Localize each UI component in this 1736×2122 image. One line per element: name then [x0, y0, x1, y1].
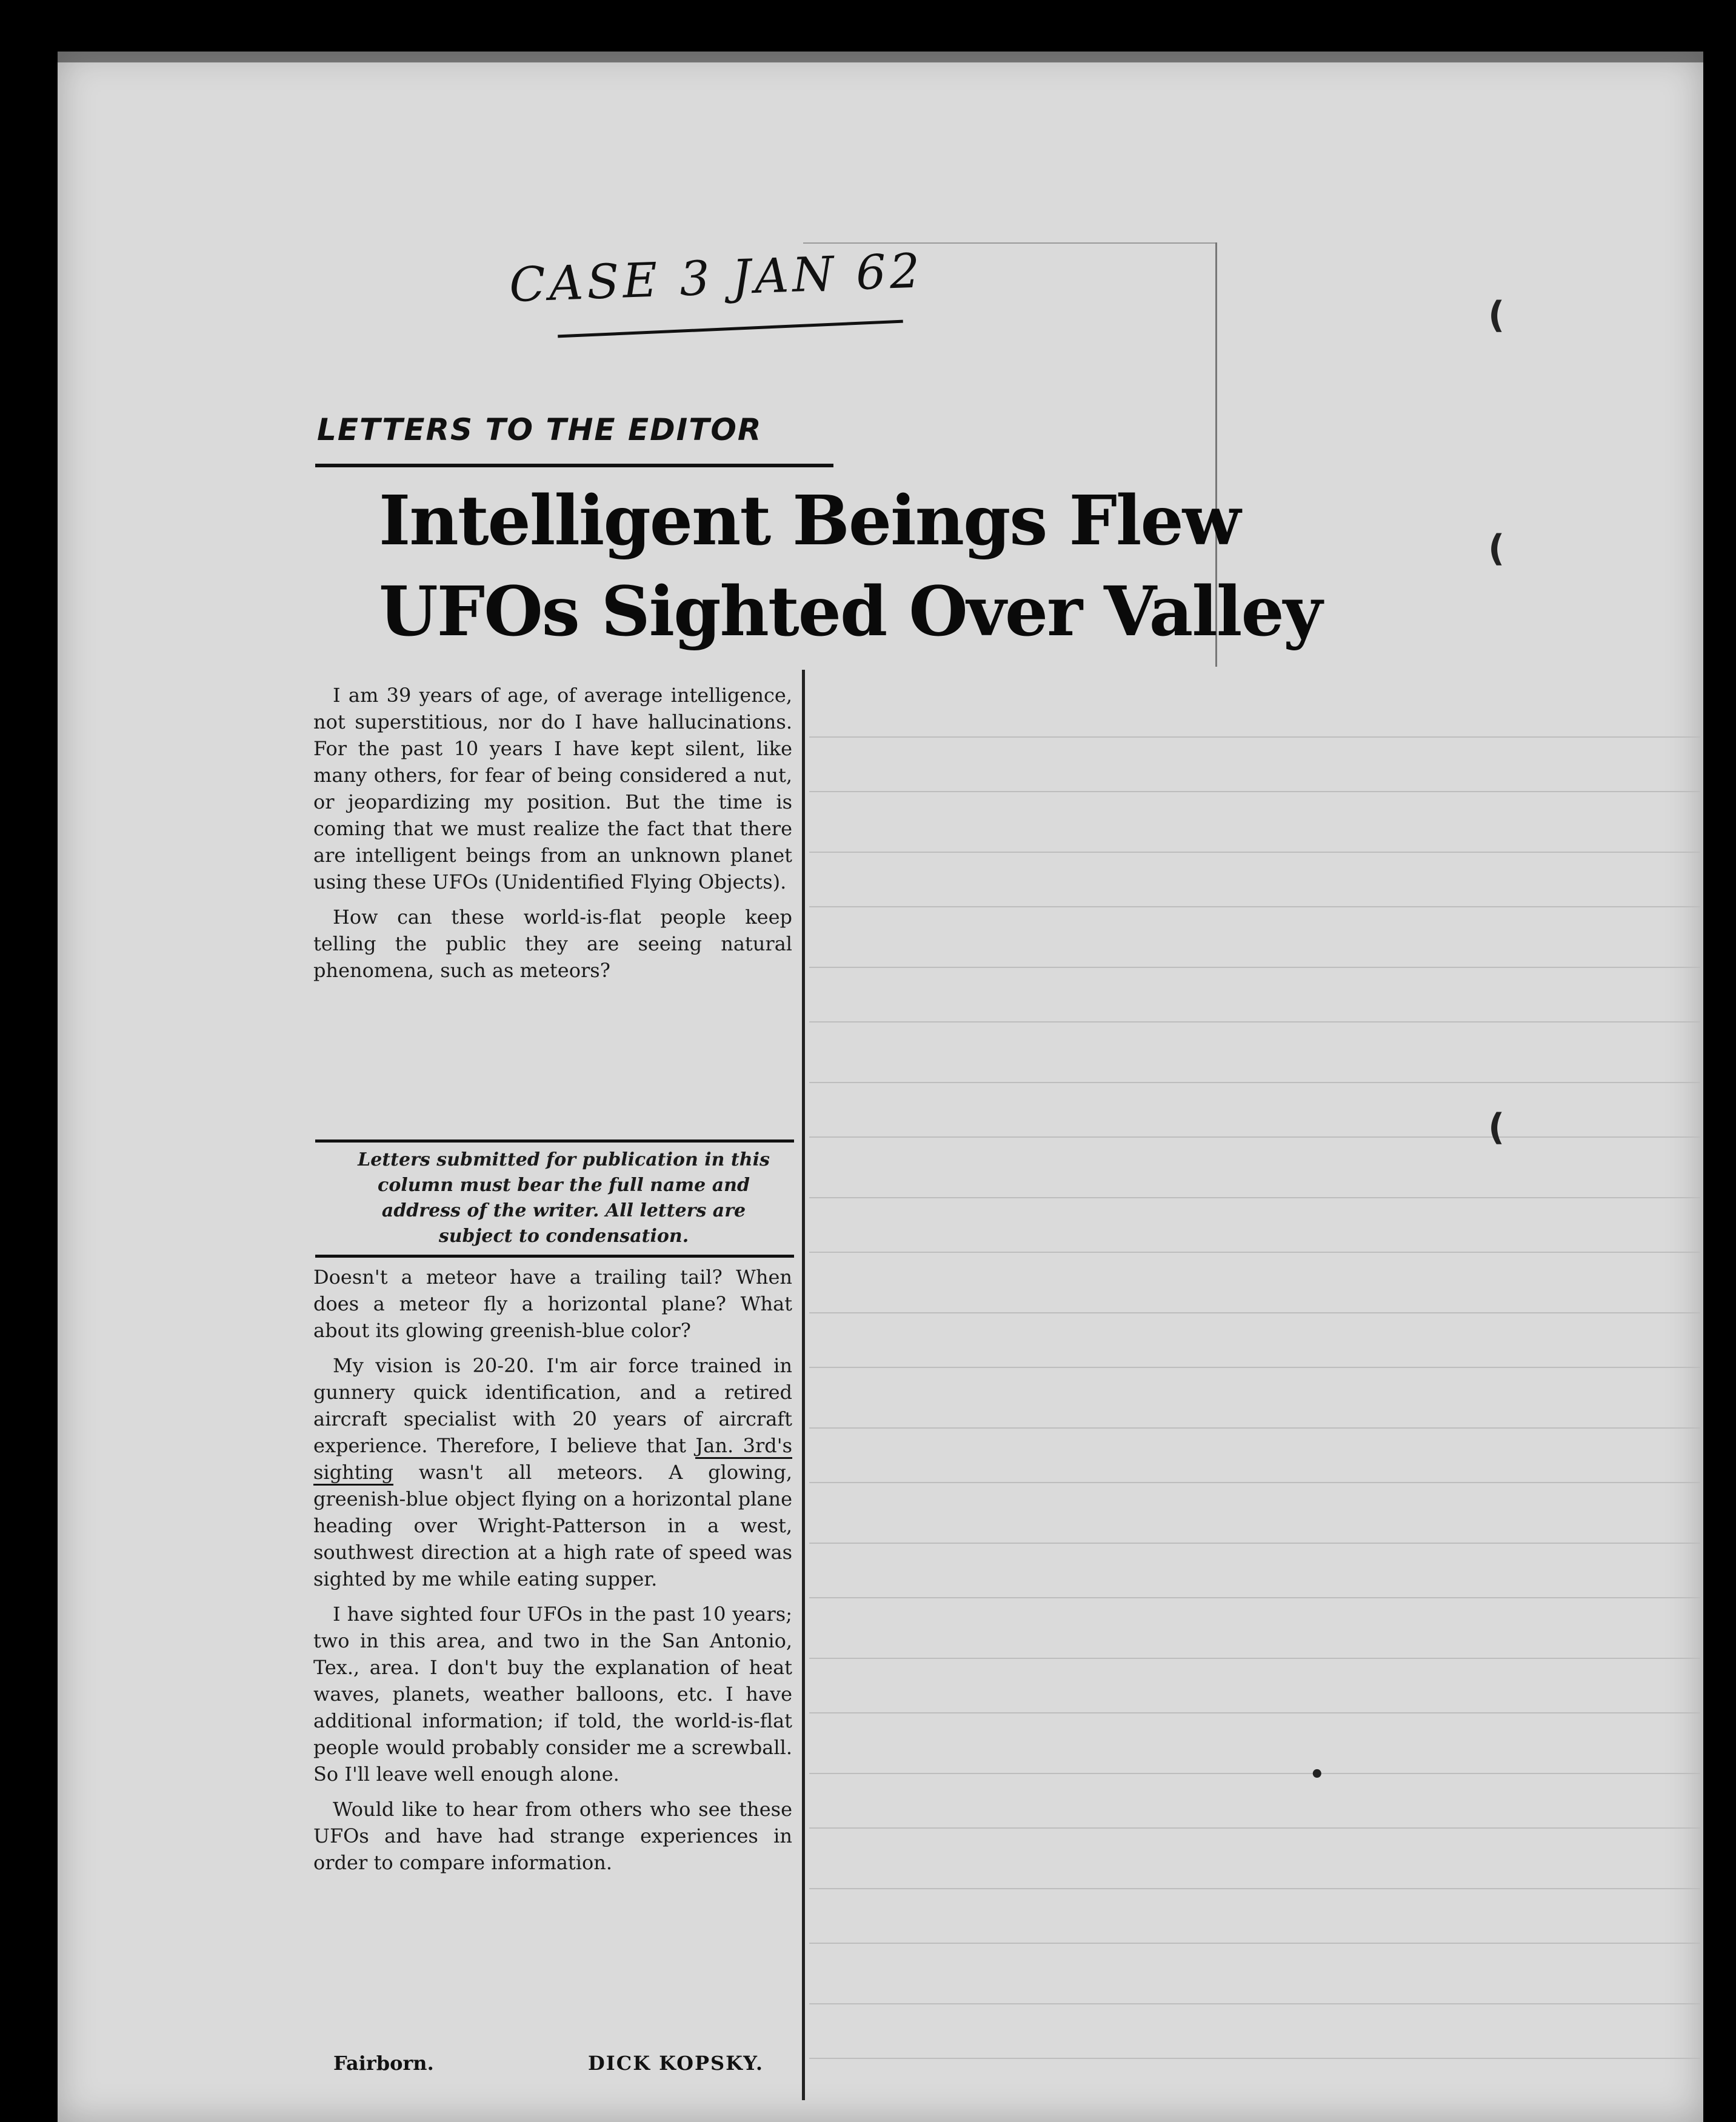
paper-rule: [809, 1543, 1700, 1544]
notice-rule-bottom: [315, 1255, 794, 1258]
headline-line-2: UFOs Sighted Over Valley: [379, 572, 1321, 652]
column-divider: [802, 670, 805, 2100]
document-sheet: [58, 52, 1703, 2122]
paper-rule: [809, 1712, 1700, 1713]
headline-line-1: Intelligent Beings Flew: [379, 481, 1240, 561]
paper-rule: [809, 906, 1700, 907]
margin-mark: (: [1488, 527, 1505, 570]
letter-paragraph: I am 39 years of age, of average intelligence, not superstitious, nor do I have hallucinations. For the past 10 years I have kept silent, like many others, for fear of being considered a nut, or jeopardizing my position. But the time is coming that we must realize the fact that there are intelligent beings from an unknown planet using these UFOs (Unidentified Flying Objects).: [313, 684, 792, 893]
letter-body-top: [313, 682, 792, 992]
paper-rule: [809, 1827, 1700, 1829]
paper-rule: [809, 1312, 1700, 1313]
paper-rule: [809, 1252, 1700, 1253]
handwritten-case-note: CASE 3 JAN 62: [508, 244, 924, 313]
margin-mark: (: [1488, 294, 1505, 336]
paper-rule: [809, 1082, 1700, 1083]
letter-paragraph: I have sighted four UFOs in the past 10 years; two in this area, and two in the San Antonio, Tex., area. I don't buy the explanation of heat waves, planets, weather balloons, etc. I have additional information; if told, the world-is-flat people would probably consider me a screwball. So I'll leave well enough alone.: [313, 1603, 792, 1786]
signoff-name: DICK KOPSKY.: [588, 2052, 764, 2075]
underlined-sighting-date: Jan. 3rd's sighting: [313, 1434, 792, 1486]
paper-rule: [809, 1197, 1700, 1198]
paper-rule: [809, 1136, 1700, 1138]
back-paper-edge: [803, 242, 1215, 244]
paper-rule: [809, 1597, 1700, 1598]
letter-paragraph: How can these world-is-flat people keep telling the public they are seeing natural phenomena, such as meteors?: [313, 906, 792, 982]
letter-body-bottom: [313, 1264, 792, 1884]
vision-text-end: wasn't all meteors. A glowing, greenish-blue object flying on a horizontal plane heading over Wright-Patterson in a west, southwest direction at a high rate of speed was sighted by me while eating supper.: [313, 1461, 792, 1590]
signoff-place: Fairborn.: [333, 2052, 434, 2075]
paper-rule: [809, 967, 1700, 968]
paper-rule: [809, 1482, 1700, 1483]
paper-rule: [809, 1427, 1700, 1429]
section-rule: [315, 464, 833, 467]
vision-text-start: My vision is 20-20. I'm air force trained in gunnery quick identification, and a retired aircraft specialist with 20 years of aircraft experience. Therefore, I believe that: [313, 1354, 792, 1457]
paper-rule: [809, 1021, 1700, 1023]
top-shadow-bar: [58, 52, 1703, 62]
paper-rule: [809, 852, 1700, 853]
paper-rule: [809, 2058, 1700, 2059]
letter-paragraph-vision: [313, 1352, 792, 1592]
letter-paragraph: Would like to hear from others who see these UFOs and have had strange experiences in order to compare information.: [313, 1798, 792, 1874]
paper-rule: [809, 1658, 1700, 1659]
submission-notice: Letters submitted for publication in this column must bear the full name and address of the writer. All letters are subject to condensation.: [358, 1149, 770, 1247]
paper-rule: [809, 1773, 1700, 1774]
margin-mark: •: [1309, 1761, 1325, 1789]
headline: [379, 476, 1321, 658]
paper-rule: [809, 736, 1700, 738]
letter-paragraph: Doesn't a meteor have a trailing tail? When does a meteor fly a horizontal plane? What about its glowing greenish-blue color?: [313, 1266, 792, 1342]
paper-rule: [809, 1367, 1700, 1368]
paper-rule: [809, 1888, 1700, 1889]
paper-rule: [809, 1943, 1700, 1944]
notice-rule-top: [315, 1139, 794, 1143]
handwritten-underline: [558, 320, 903, 338]
section-heading: LETTERS TO THE EDITOR: [317, 412, 763, 447]
paper-rule: [809, 2003, 1700, 2004]
margin-mark: (: [1488, 1106, 1505, 1149]
paper-rule: [809, 791, 1700, 792]
